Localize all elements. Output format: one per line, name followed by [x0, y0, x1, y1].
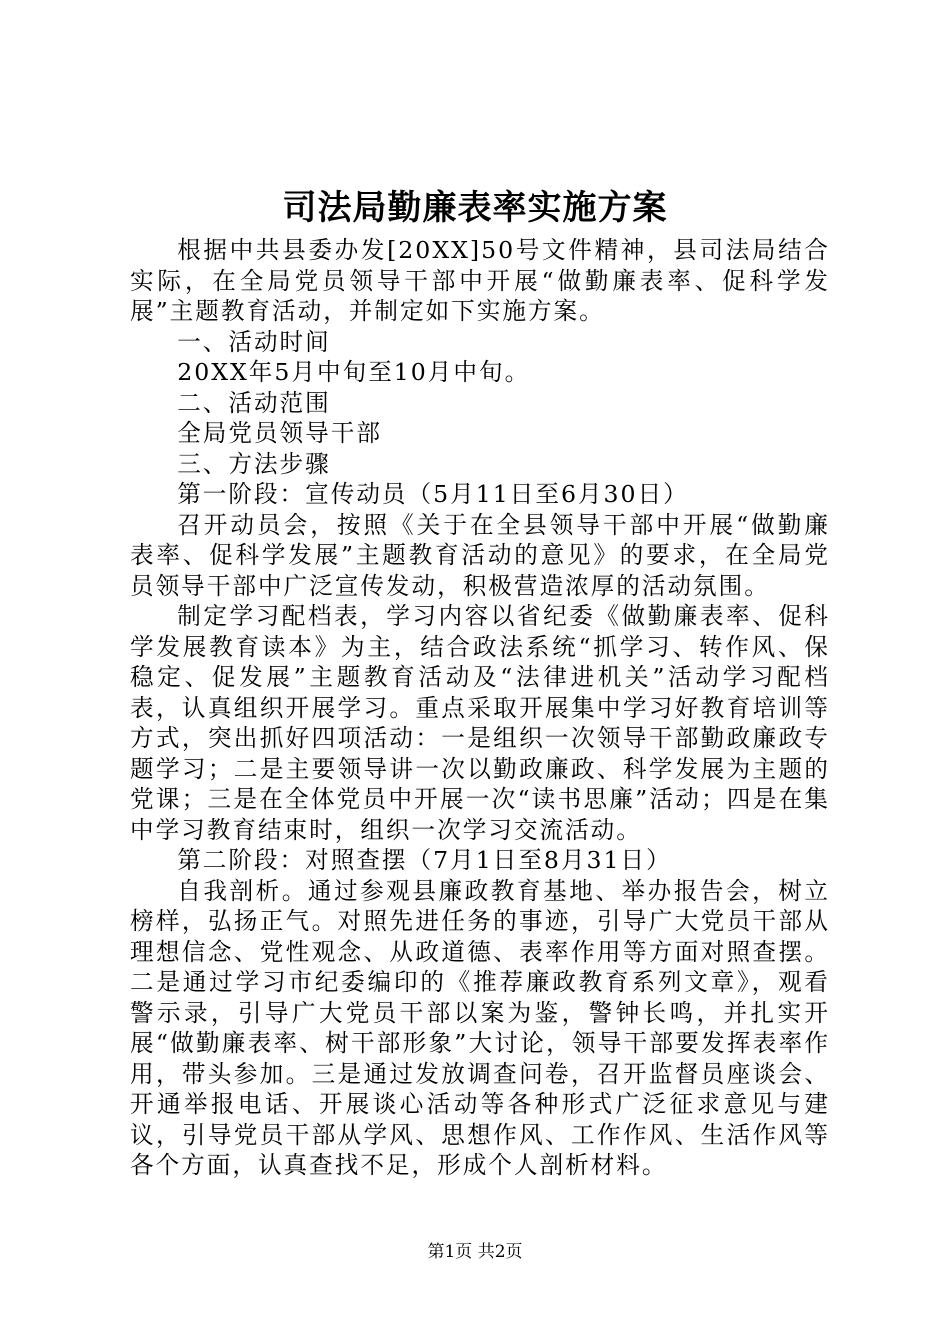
heading-method-steps: 三、方法步骤 — [177, 449, 331, 478]
heading-stage-two: 第二阶段：对照查摆（7月1日至8月31日） — [177, 846, 672, 874]
paragraph-activity-scope: 全局党员领导干部 — [177, 419, 382, 447]
heading-activity-time: 一、活动时间 — [177, 327, 331, 356]
heading-stage-one: 第一阶段：宣传动员（5月11日至6月30日） — [177, 480, 689, 508]
paragraph-stage-one-mobilization: 召开动员会，按照《关于在全县领导干部中开展“做勤廉表率、促科学发展”主题教育活动的意见》的要求，在全局党员领导干部中广泛宣传发动，积极营造浓厚的活动氛围。 — [130, 510, 830, 600]
paragraph-intro: 根据中共县委办发[20XX]50号文件精神，县司法局结合实际，在全局党员领导干部中开展“做勤廉表率、促科学发展”主题教育活动，并制定如下实施方案。 — [130, 236, 830, 325]
heading-activity-scope: 二、活动范围 — [177, 388, 331, 417]
paragraph-stage-one-study: 制定学习配档表，学习内容以省纪委《做勤廉表率、促科学发展教育读本》为主，结合政法系统“抓学习、转作风、保稳定、促发展”主题教育活动及“法律进机关”活动学习配档表，认真组织开展学习。重点采取开展集中学习好教育培训等方式，突出抓好四项活动：一是组织一次领导干部勤政廉政专题学习；二是主要领导讲一次以勤政廉政、科学发展为主题的党课；三是在全体党员中开展一次“读书思廉”活动；四是在集中学习教育结束时，组织一次学习交流活动。 — [130, 602, 830, 844]
document-body — [130, 235, 830, 1181]
page-number-footer: 第1页 共2页 — [427, 1242, 523, 1262]
paragraph-activity-time: 20XX年5月中旬至10月中旬。 — [177, 358, 531, 386]
paragraph-stage-two-self-analysis: 自我剖析。通过参观县廉政教育基地、举办报告会，树立榜样，弘扬正气。对照先进任务的事迹，引导广大党员干部从理想信念、党性观念、从政道德、表率作用等方面对照查摆。二是通过学习市纪委编印的《推荐廉政教育系列文章》，观看警示录，引导广大党员干部以案为鉴，警钟长鸣，并扎实开展“做勤廉表率、树干部形象”大讨论，领导干部要发挥表率作用，带头参加。三是通过发放调查问卷，召开监督员座谈会、开通举报电话、开展谈心活动等各种形式广泛征求意见与建议，引导党员干部从学风、思想作风、工作作风、生活作风等各个方面，认真查找不足，形成个人剖析材料。 — [130, 876, 830, 1179]
document-title: 司法局勤廉表率实施方案 — [282, 188, 668, 228]
